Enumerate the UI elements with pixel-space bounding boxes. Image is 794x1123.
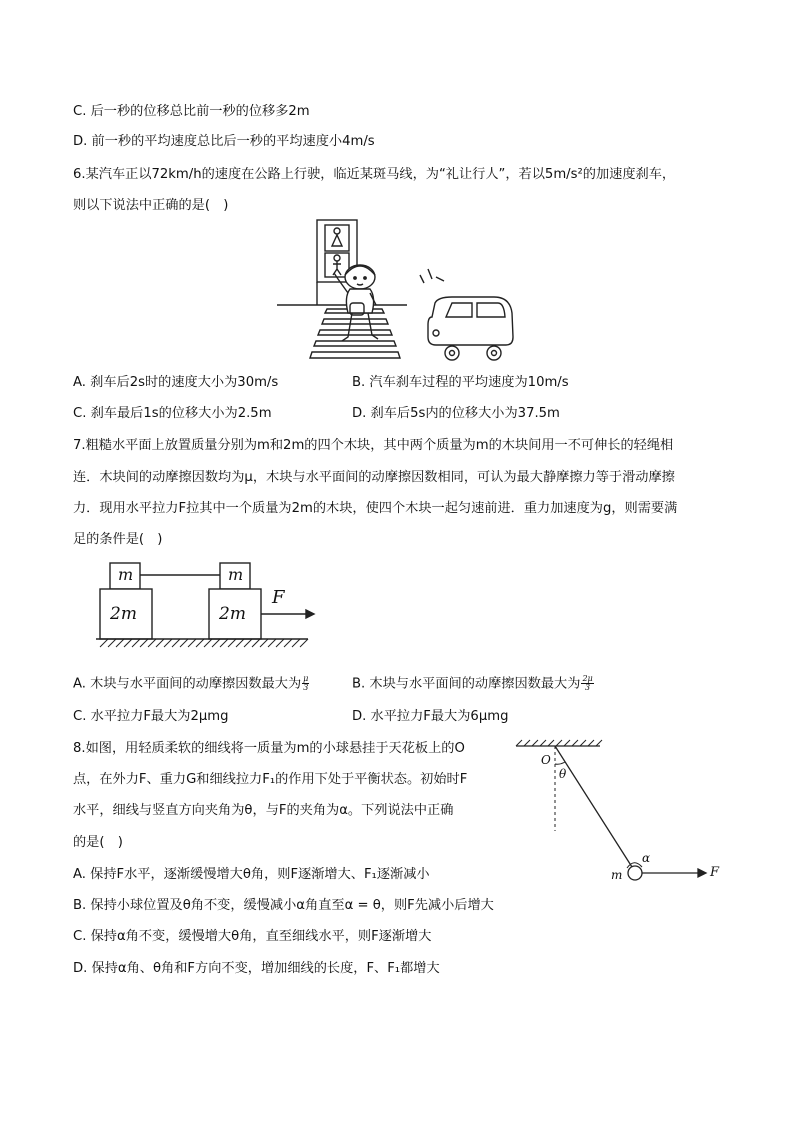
ceiling-hatch	[516, 740, 602, 746]
q8-option-d: D. 保持α角、θ角和F方向不变，增加细线的长度，F、F₁都增大	[73, 961, 440, 976]
q7-stem-line1: 7.粗糙水平面上放置质量分别为m和2m的四个木块，其中两个质量为m的木块间用一不可伸长的轻绳相	[73, 438, 674, 453]
q5-option-d: D. 前一秒的平均速度总比后一秒的平均速度小4m/s	[73, 134, 375, 149]
label-m-left: m	[118, 565, 134, 584]
q8-option-c: C. 保持α角不变，缓慢增大θ角，直至细线水平，则F逐渐增大	[73, 929, 432, 944]
q8-stem-line3: 水平，细线与竖直方向夹角为θ，与F的夹角为α。下列说法中正确	[73, 803, 454, 818]
traffic-light-top	[325, 225, 349, 251]
label-alpha: α	[642, 851, 651, 865]
label-2m-right: 2m	[219, 604, 246, 624]
motion-lines	[420, 269, 444, 283]
q8-stem-line2: 点，在外力F、重力G和细线拉力F₁的作用下处于平衡状态。初始时F	[73, 772, 468, 787]
q7-option-d: D. 水平拉力F最大为6μmg	[352, 709, 509, 724]
label-mass-m: m	[611, 868, 623, 882]
pedestrian-walk-icon	[334, 255, 340, 261]
q6-stem-line2: 则以下说法中正确的是( )	[73, 198, 229, 213]
q6-option-d: D. 刹车后5s内的位移大小为37.5m	[352, 406, 560, 421]
ground-hatch	[100, 639, 308, 647]
label-force-f8: F	[710, 865, 720, 880]
q7-option-c: C. 水平拉力F最大为2μmg	[73, 709, 229, 724]
zebra-crossing	[310, 309, 400, 358]
q8-option-a: A. 保持F水平，逐渐缓慢增大θ角，则F逐渐增大、F₁逐渐减小	[73, 867, 430, 882]
q7-stem-line2: 连．木块间的动摩擦因数均为μ，木块与水平面间的动摩擦因数相同，可认为最大静摩擦力等于滑动摩擦	[73, 470, 675, 485]
q8-stem-line4: 的是( )	[73, 835, 123, 850]
fraction-mu-over-3: $\frac{\mu}{3}$	[303, 674, 309, 692]
label-m-right: m	[228, 565, 244, 584]
q5-option-c: C. 后一秒的位移总比前一秒的位移多2m	[73, 104, 310, 119]
crosswalk-figure	[272, 217, 522, 367]
q7-option-b: B. 木块与水平面间的动摩擦因数最大为 $\frac{2\mu}{3}$	[352, 674, 593, 692]
label-theta: θ	[559, 767, 567, 781]
q7-option-a: A. 木块与水平面间的动摩擦因数最大为 $\frac{\mu}{3}$	[73, 674, 309, 692]
q8-stem-line1: 8.如图，用轻质柔软的细线将一质量为m的小球悬挂于天花板上的O	[73, 741, 465, 756]
q8-option-b: B. 保持小球位置及θ角不变，缓慢减小α角直至α = θ，则F先减小后增大	[73, 898, 494, 913]
pedestrian-stop-icon	[334, 228, 340, 234]
label-2m-left: 2m	[110, 604, 137, 624]
label-pivot-o: O	[541, 753, 551, 767]
fraction-2mu-over-3: $\frac{2\mu}{3}$	[582, 674, 593, 692]
q6-option-a: A. 刹车后2s时的速度大小为30m/s	[73, 375, 279, 390]
q7-stem-line4: 足的条件是( )	[73, 532, 163, 547]
q6-stem-line1: 6.某汽车正以72km/h的速度在公路上行驶，临近某斑马线，为“礼让行人”，若以5m/s²的加速度刹车，	[73, 167, 676, 182]
car-icon	[428, 297, 513, 360]
label-force-f: F	[272, 587, 285, 608]
theta-arc	[555, 762, 565, 764]
q6-option-c: C. 刹车最后1s的位移大小为2.5m	[73, 406, 272, 421]
string-line	[555, 746, 632, 867]
q6-option-b: B. 汽车刹车过程的平均速度为10m/s	[352, 375, 569, 390]
ball	[628, 866, 642, 880]
q7-stem-line3: 力．现用水平拉力F拉其中一个质量为2m的木块，使四个木块一起匀速前进．重力加速度为g，则需要满	[73, 501, 678, 516]
